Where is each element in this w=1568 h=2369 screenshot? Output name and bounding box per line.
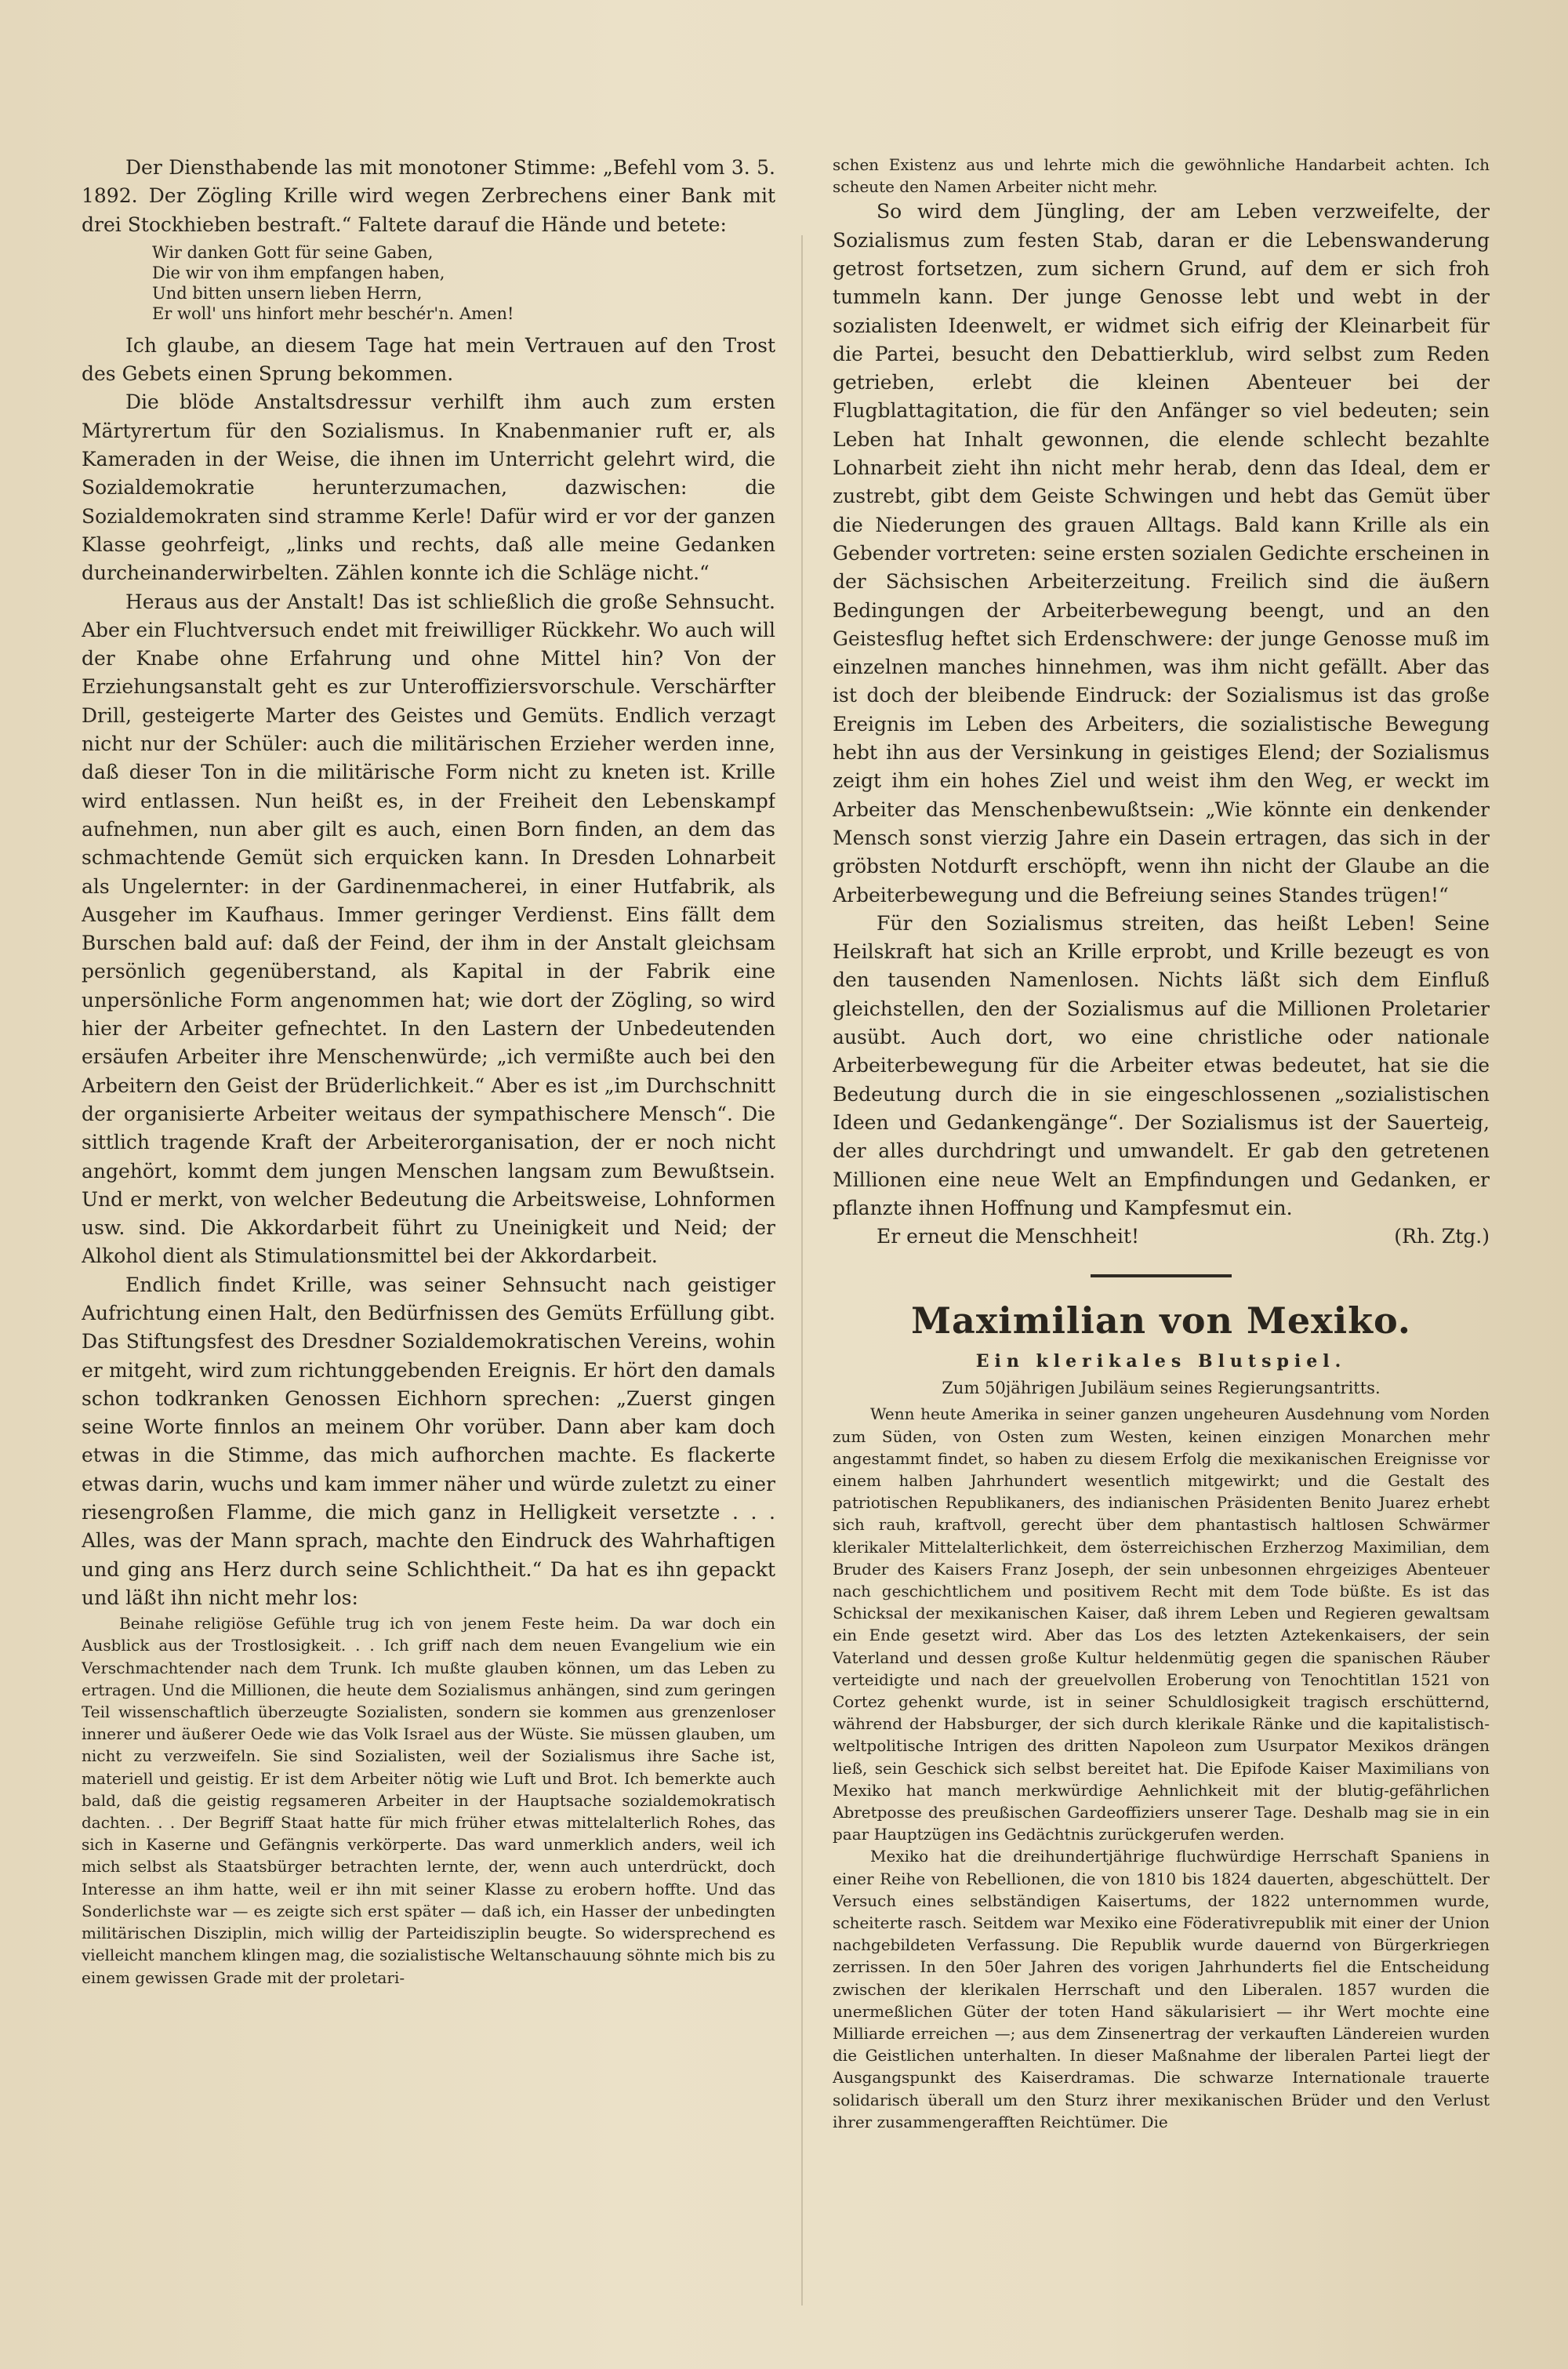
- article-subtitle: Ein klerikales Blutspiel.: [975, 1351, 1347, 1372]
- right-column: [833, 154, 1490, 2342]
- article-title: Maximilian von Mexiko.: [911, 1299, 1411, 1343]
- verse-line: Und bitten unsern lieben Herrn,: [152, 283, 423, 303]
- article-dedication: Zum 50jährigen Jubiläum seines Regierungsantritts.: [942, 1379, 1381, 1398]
- left-paragraph-4: Heraus aus der Anstalt! Das ist schließlich die große Sehnsucht. Aber ein Fluchtversuch endet mit freiwilliger Rückkehr. Wo auch will der Knabe ohne Erfahrung und ohne Mittel hin? Von der Erziehungsanstalt geht es zur Unteroffiziersvorschule. Verschärfter Drill, gesteigerte Marter des Geistes und Gemüts. Endlich verzagt nicht nur der Schüler: auch die militärischen Erzieher werden inne, daß dieser Ton in die militärische Form nicht zu kneten ist. Krille wird entlassen. Nun heißt es, in der Freiheit den Lebenskampf aufnehmen, nun aber gilt es auch, einen Born finden, an dem das schmachtende Gemüt sich erquicken kann. In Dresden Lohnarbeit als Ungelernter: in der Gardinenmacherei, in einer Hutfabrik, als Ausgeher im Kaufhaus. Immer geringer Verdienst. Eins fällt dem Burschen bald auf: daß der Feind, der ihm in der Anstalt gleichsam persönlich gegenüberstand, als Kapital in der Fabrik eine unpersönliche Form angenommen hat; wie dort der Zögling, so wird hier der Arbeiter gefnechtet. In den Lastern der Unbedeutenden ersäufen Arbeiter ihre Menschenwürde; „ich vermißte auch bei den Arbeitern den Geist der Brüderlichkeit.“ Aber es ist „im Durchschnitt der organisierte Arbeiter weitaus der sympathischere Mensch“. Die sittlich tragende Kraft der Arbeiterorganisation, der er noch nicht angehört, kommt dem jungen Menschen langsam zum Bewußtsein. Und er merkt, von welcher Bedeutung die Arbeitsweise, Lohnformen usw. sind. Die Akkordarbeit führt zu Uneinigkeit und Neid; der Alkohol dient als Stimulationsmittel bei der Akkordarbeit.: [82, 590, 775, 1268]
- article-paragraph-1: Wenn heute Amerika in seiner ganzen ungeheuren Ausdehnung vom Norden zum Süden, von Osten zum Westen, keinen einzigen Monarchen mehr angestammt findet, so haben zu diesem Erfolg die mexikanischen Ereignisse vor einem halben Jahrhundert wesentlich mitgewirkt; und die Gestalt des patriotischen Republikaners, des indianischen Präsidenten Benito Juarez erhebt sich rauh, kraftvoll, gerecht über dem phantastisch haltlosen Schwärmer klerikaler Mittelalterlichkeit, dem österreichischen Erzherzog Maximilian, dem Bruder des Kaisers Franz Joseph, der sein unbesonnen ehrgeiziges Abenteuer nach geschichtlichem und positivem Recht mit dem Tode büßte. Es ist das Schicksal der mexikanischen Kaiser, daß ihrem Leben und Regieren gewaltsam ein Ende gesetzt wird. Aber das Los des letzten Aztekenkaisers, der sein Vaterland und dessen große Kultur heldenmütig gegen die spanischen Räuber verteidigte und nach der greuelvollen Eroberung von Tenochtitlan 1521 von Cortez gehenkt wurde, ist in seiner Schuldlosigkeit tragisch erschütternd, während der Habsburger, der sich durch klerikale Ränke und die kapitalistisch-weltpolitische Intrigen des dritten Napoleon zum Usurpator Mexikos drängen ließ, sein Geschick sich selbst bereitet hat. Die Epifode Kaiser Maximilians von Mexiko hat manch merkwürdige Aehnlichkeit mit der blutig-gefährlichen Abretposse des preußischen Gardeoffiziers unserer Tage. Deshalb mag sie in ein paar Hauptzügen ins Gedächtnis zurückgerufen werden.: [833, 1404, 1490, 1844]
- article-paragraph-2: Mexiko hat die dreihundertjährige fluchwürdige Herrschaft Spaniens in einer Reihe von Rebellionen, die von 1810 bis 1824 dauerten, abgeschüttelt. Der Versuch eines selbständigen Kaisertums, der 1822 unternommen wurde, scheiterte rasch. Seitdem war Mexiko eine Föderativrepublik mit einer der Union nachgebildeten Verfassung. Die Republik wurde dauernd von Bürgerkriegen zerrissen. In den 50er Jahren des vorigen Jahrhunderts fiel die Entscheidung zwischen der klerikalen Herrschaft und den Liberalen. 1857 wurden die unermeßlichen Güter der toten Hand säkularisiert — ihr Wert mochte eine Milliarde erreichen —; aus dem Zinsenertrag der verkauften Ländereien wurden die Geistlichen unterhalten. In dieser Maßnahme der liberalen Partei liegt der Ausgangspunkt des Kaiserdramas. Die schwarze Internationale trauerte solidarisch überall um den Sturz ihrer mexikanischen Brüder und den Verlust ihrer zusammengerafften Reichtümer. Die: [833, 1847, 1490, 2131]
- source-citation: (Rh. Ztg.): [1394, 1225, 1490, 1248]
- left-paragraph-2: Ich glaube, an diesem Tage hat mein Vertrauen auf den Trost des Gebets einen Sprung bekommen.: [82, 333, 775, 386]
- left-column: [82, 154, 775, 2342]
- left-paragraph-5: Endlich findet Krille, was seiner Sehnsucht nach geistiger Aufrichtung einen Halt, den Bedürfnissen des Gemüts Erfüllung gibt. Das Stiftungsfest des Dresdner Sozialdemokratischen Vereins, wohin er mitgeht, wird zum richtunggebenden Ereignis. Er hört den damals schon todkranken Genossen Eichhorn sprechen: „Zuerst gingen seine Worte finnlos an meinem Ohr vorüber. Dann aber kam doch etwas in die Stimme, das mich aufhorchen machte. Es flackerte etwas darin, wuchs und kam immer näher und würde zuletzt zu einer riesengroßen Flamme, die mich ganz in Helligkeit versetzte . . . Alles, was der Mann sprach, machte den Eindruck des Wahrhaftigen und ging ans Herz durch seine Schlichtheit.“ Da hat es ihn gepackt und läßt ihn nicht mehr los:: [82, 1273, 775, 1609]
- section-rule: [1091, 1274, 1232, 1277]
- closing-line: [833, 1223, 1490, 1251]
- essay-conclusion: [833, 198, 1490, 1251]
- quote-paragraph: Beinahe religiöse Gefühle trug ich von jenem Feste heim. Da war doch ein Ausblick aus der Trostlosigkeit. . . Ich griff nach dem neuen Evangelium wie ein Verschmachtender nach dem Trunk. Ich mußte glauben können, um das Leben zu ertragen. Und die Millionen, die heute dem Sozialismus anhängen, sind zum geringen Teil wissenschaftlich überzeugte Sozialisten, sondern sie kommen aus grenzenloser innerer und äußerer Oede wie das Volk Israel aus der Wüste. Sie müssen glauben, um nicht zu verzweifeln. Sie sind Sozialisten, weil der Sozialismus ihre Sache ist, materiell und geistig. Er ist dem Arbeiter nötig wie Luft und Brot. Ich bemerkte auch bald, daß die geistig regsameren Arbeiter in der Hauptsache sozialdemokratisch dachten. . . Der Begriff Staat hatte für mich früher etwas mittelalterlich Rohes, das sich in Kaserne und Gefängnis verkörperte. Das ward unmerklich anders, weil ich mich selbst als Staatsbürger betrachten lernte, der, wenn auch unterdrückt, doch Interesse an ihm hatte, weil er ihn mit seiner Klasse zu erobern hoffte. Und das Sonderlichste war — es zeigte sich erst später — daß ich, ein Hasser der unbedingten militärischen Disziplin, mich willig der Parteidisziplin beugte. So widersprechend es vielleicht manchem klingen mag, die sozialistische Weltanschauung söhnte mich bis zu einem gewissen Grade mit der proletari-: [82, 1614, 775, 1987]
- article-body: [833, 1403, 1490, 2133]
- right-paragraph-2: Für den Sozialismus streiten, das heißt Leben! Seine Heilskraft hat sich an Krille erprobt, und Krille bezeugt es von den tausenden Namenlosen. Nichts läßt sich dem Einfluß gleichstellen, den der Sozialismus auf die Millionen Proletarier ausübt. Auch dort, wo eine christliche oder nationale Arbeiterbewegung für die Arbeiter etwas bedeutet, hat sie die Bedeutung durch die in sie eingeschlossenen „sozialistischen Ideen und Gedankengänge“. Der Sozialismus ist der Sauerteig, der alles durchdringt und umwandelt. Er gab den getretenen Millionen eine neue Welt an Empfindungen und Gedanken, er pflanzte ihnen Hoffnung und Kampfesmut ein.: [833, 911, 1490, 1219]
- verse-line: Er woll' uns hinfort mehr beschér'n. Amen!: [152, 303, 514, 323]
- left-paragraph-1: Der Diensthabende las mit monotoner Stimme: „Befehl vom 3. 5. 1892. Der Zögling Krille wird wegen Zerbrechens einer Bank mit drei Stockhieben bestraft.“ Faltete darauf die Hände und betete:: [82, 156, 775, 236]
- prayer-verse: [152, 242, 775, 324]
- quote-continuation: [833, 154, 1490, 198]
- quote-block: [82, 1612, 775, 1988]
- quote-continuation-text: schen Existenz aus und lehrte mich die gewöhnliche Handarbeit achten. Ich scheute den Namen Arbeiter nicht mehr.: [833, 155, 1490, 197]
- column-divider: [801, 235, 803, 2305]
- closing-text: Er erneut die Menschheit!: [877, 1225, 1140, 1248]
- verse-line: Wir danken Gott für seine Gaben,: [152, 242, 434, 262]
- right-paragraph-1: So wird dem Jüngling, der am Leben verzweifelte, der Sozialismus zum festen Stab, daran er die Lebenswanderung getrost fortsetzen, zum sichern Grund, auf dem er sich froh tummeln kann. Der junge Genosse lebt und webt in der sozialisten Ideenwelt, er widmet sich eifrig der Kleinarbeit für die Partei, besucht den Debattierklub, wird selbst zum Reden getrieben, erlebt die kleinen Abenteuer bei der Flugblattagitation, die für den Anfänger so viel bedeuten; sein Leben hat Inhalt gewonnen, die elende schlecht bezahlte Lohnarbeit zieht ihn nicht mehr herab, denn das Ideal, dem er zustrebt, gibt dem Geiste Schwingen und hebt das Gemüt über die Niederungen des grauen Alltags. Bald kann Krille als ein Gebender vortreten: seine ersten sozialen Gedichte erscheinen in der Sächsischen Arbeiterzeitung. Freilich sind die äußern Bedingungen der Arbeiterbewegung beengt, und an den Geistesflug heftet sich Erdenschwere: der junge Genosse muß im einzelnen manches hinnehmen, was ihm nicht gefällt. Aber das ist doch der bleibende Eindruck: der Sozialismus ist das große Ereignis im Leben des Arbeiters, die sozialistische Bewegung hebt ihn aus der Versinkung in geistiges Elend; der Sozialismus zeigt ihm ein hohes Ziel und weist ihm den Weg, er weckt im Arbeiter das Menschenbewußtsein: „Wie könnte ein denkender Mensch sonst vierzig Jahre ein Dasein ertragen, das sich in der gröbsten Notdurft erschöpft, wenn ihn nicht der Glaube an die Arbeiterbewegung und die Befreiung seines Standes trügen!“: [833, 200, 1490, 907]
- left-paragraph-3: Die blöde Anstaltsdressur verhilft ihm auch zum ersten Märtyrertum für den Sozialismus. In Knabenmanier ruft er, als Kameraden in der Weise, die ihnen im Unterricht gelehrt wird, die Sozialdemokratie herunterzumachen, dazwischen: die Sozialdemokraten sind stramme Kerle! Dafür wird er vor der ganzen Klasse geohrfeigt, „links und rechts, daß alle meine Gedanken durcheinanderwirbelten. Zählen konnte ich die Schläge nicht.“: [82, 391, 775, 585]
- verse-line: Die wir von ihm empfangen haben,: [152, 263, 445, 282]
